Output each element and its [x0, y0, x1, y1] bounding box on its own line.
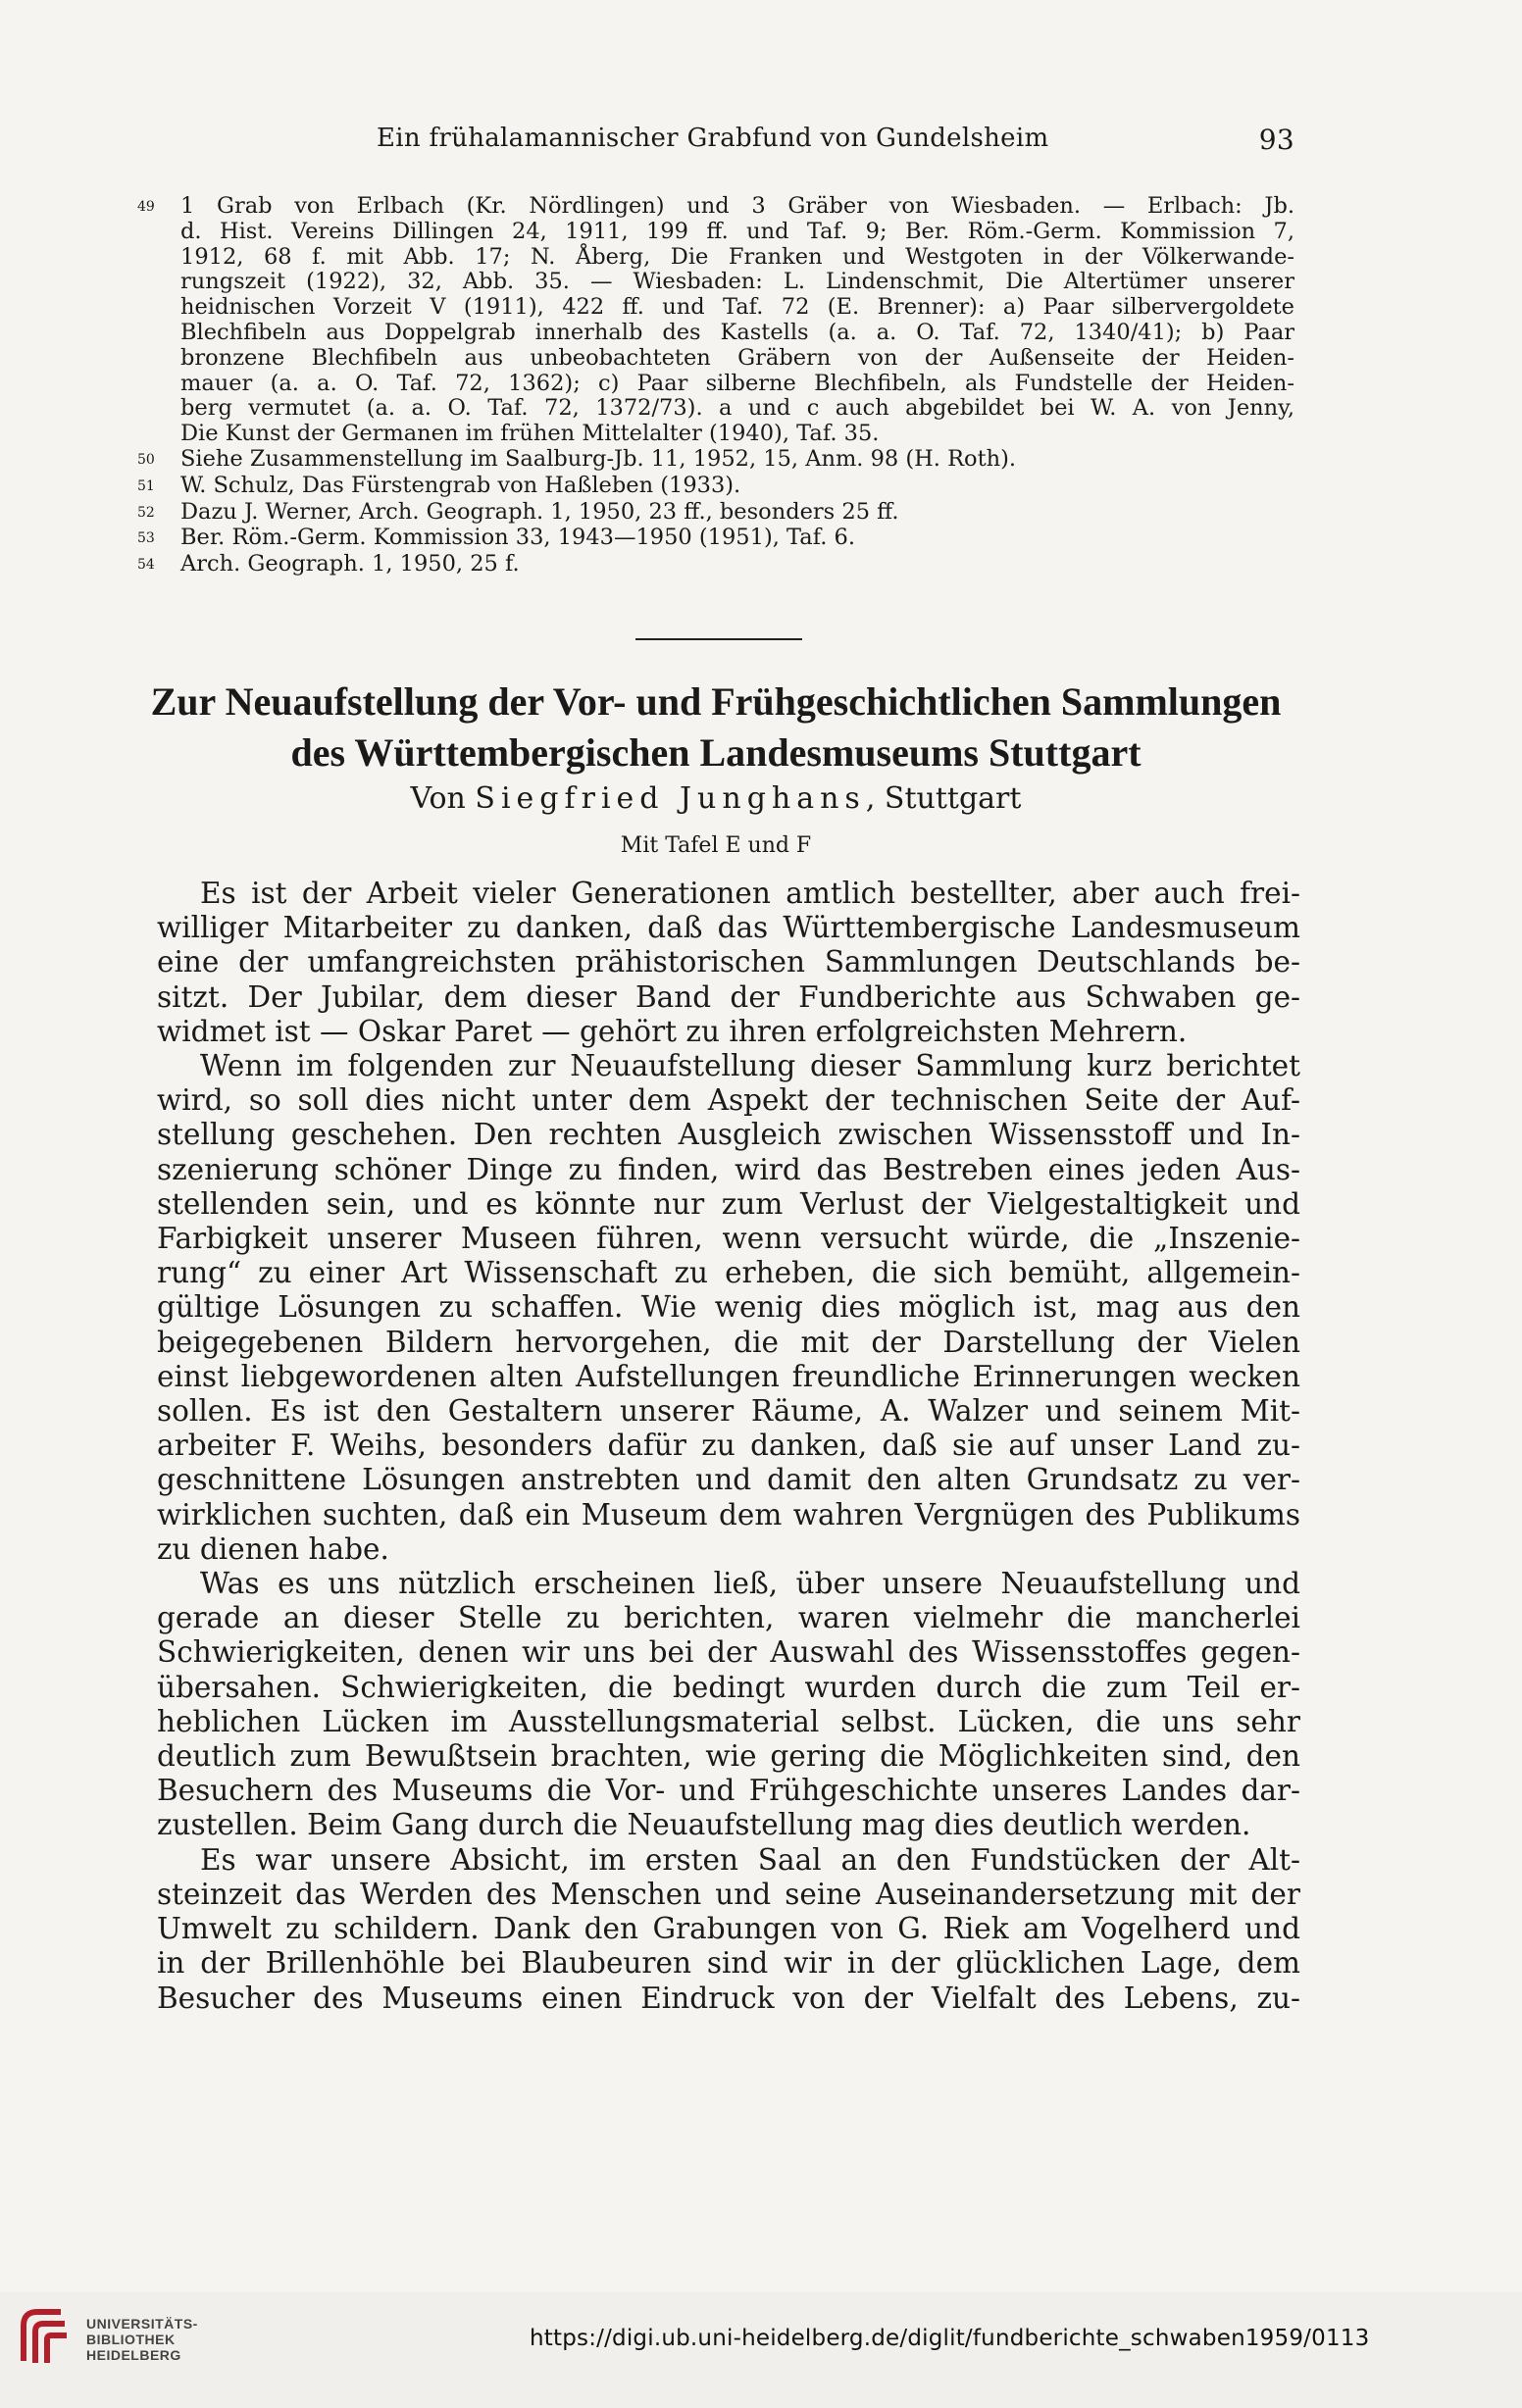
text-line: Wenn im folgenden zur Neuaufstellung dieser Sammlung kurz berichtet — [200, 1049, 1300, 1083]
text-line: Besuchern des Museums die Vor- und Frühgeschichte unseres Landes dar- — [157, 1774, 1300, 1808]
byline-location: , Stuttgart — [865, 781, 1022, 816]
footnote — [137, 552, 1294, 578]
text-line: wirklichen suchten, daß ein Museum dem wahren Vergnügen des Publikums — [157, 1497, 1300, 1531]
byline — [137, 781, 1294, 816]
page-number: 93 — [1258, 124, 1294, 156]
section-divider — [635, 638, 802, 640]
text-line: steinzeit das Werden des Menschen und seine Auseinandersetzung mit der — [157, 1877, 1300, 1911]
permalink-url[interactable]: https://digi.ub.uni-heidelberg.de/diglit/fundberichte_schwaben1959/0113 — [530, 2326, 1370, 2351]
text-line: widmet ist — Oskar Paret — gehört zu ihren erfolgreichsten Mehrern. — [157, 1014, 1188, 1048]
footnote-line: 1912, 68 f. mit Abb. 17; N. Åberg, Die Franken und Westgoten in der Völkerwande- — [180, 243, 1294, 270]
footnote-line: mauer (a. a. O. Taf. 72, 1362); c) Paar silberne Blechfibeln, als Fundstelle der Heiden- — [180, 370, 1294, 396]
footnote-line: Arch. Geograph. 1, 1950, 25 f. — [180, 551, 520, 577]
footnote-line: Die Kunst der Germanen im frühen Mittelalter (1940), Taf. 35. — [180, 421, 880, 447]
footnote-line: Siehe Zusammenstellung im Saalburg-Jb. 11, 1952, 15, Anm. 98 (H. Roth). — [180, 445, 1017, 472]
footnote-number: 52 — [137, 504, 155, 521]
text-line: Farbigkeit unserer Museen führen, wenn versucht würde, die „Inszenie- — [157, 1222, 1300, 1256]
article-body — [157, 877, 1300, 2016]
article-title-line: des Württembergischen Landesmuseums Stuttgart — [290, 730, 1142, 775]
text-line: in der Brillenhöhle bei Blaubeuren sind wir in der glücklichen Lage, dem — [157, 1946, 1300, 1981]
footnote-line: berg vermutet (a. a. O. Taf. 72, 1372/73). a und c auch abgebildet bei W. A. von Jenny, — [180, 395, 1294, 422]
footnote-line: 1 Grab von Erlbach (Kr. Nördlingen) und 3 Gräber von Wiesbaden. — Erlbach: Jb. — [180, 193, 1294, 219]
footnote — [137, 194, 1294, 447]
text-line: Schwierigkeiten, denen wir uns bei der Auswahl des Wissensstoffes gegen- — [157, 1635, 1300, 1670]
footnote-line: bronzene Blechfibeln aus unbeobachteten Gräbern von der Außenseite der Heiden- — [180, 344, 1294, 371]
footnote-line: Ber. Röm.-Germ. Kommission 33, 1943—1950 (1951), Taf. 6. — [180, 525, 855, 551]
text-line: heblichen Lücken im Ausstellungsmaterial selbst. Lücken, die uns sehr — [157, 1704, 1300, 1738]
library-logo-icon — [18, 2306, 71, 2369]
text-line: sollen. Es ist den Gestaltern unserer Räume, A. Walzer und seinem Mit- — [157, 1394, 1300, 1429]
footnote-line: Blechfibeln aus Doppelgrab innerhalb des Kastells (a. a. O. Taf. 72, 1340/41); b) Paar — [180, 319, 1294, 345]
footnote-line: heidnischen Vorzeit V (1911), 422 ff. und Taf. 72 (E. Brenner): a) Paar silbervergoldete — [180, 294, 1294, 321]
footnote — [137, 447, 1294, 474]
text-line: wird, so soll dies nicht unter dem Aspekt der technischen Seite der Auf- — [157, 1083, 1300, 1118]
text-line: szenierung schöner Dinge zu finden, wird das Bestreben eines jeden Aus- — [157, 1152, 1300, 1186]
text-line: zustellen. Beim Gang durch die Neuaufstellung mag dies deutlich werden. — [157, 1808, 1251, 1842]
text-line: Es war unsere Absicht, im ersten Saal an den Fundstücken der Alt- — [200, 1842, 1300, 1877]
running-title: Ein frühalamannischer Grabfund von Gundelsheim — [377, 124, 1049, 153]
footnote-number: 49 — [137, 199, 155, 215]
paragraph — [157, 877, 1300, 1049]
article-title — [137, 677, 1294, 778]
text-line: gerade an dieser Stelle zu berichten, waren vielmehr die mancherlei — [157, 1601, 1300, 1635]
footnote — [137, 500, 1294, 527]
footnote — [137, 474, 1294, 500]
text-line: gültige Lösungen zu schaffen. Wie wenig dies möglich ist, mag aus den — [157, 1290, 1300, 1325]
text-line: eine der umfangreichsten prähistorischen Sammlungen Deutschlands be- — [157, 945, 1300, 979]
footnotes — [137, 194, 1294, 578]
paragraph — [157, 1567, 1300, 1843]
footnote-line: Dazu J. Werner, Arch. Geograph. 1, 1950, 23 ff., besonders 25 ff. — [180, 498, 899, 525]
byline-prefix: Von — [410, 781, 466, 816]
text-line: williger Mitarbeiter zu danken, daß das Württembergische Landesmuseum — [157, 911, 1300, 945]
text-line: Was es uns nützlich erscheinen ließ, über unsere Neuaufstellung und — [200, 1567, 1300, 1601]
text-line: übersahen. Schwierigkeiten, die bedingt wurden durch die zum Teil er- — [157, 1670, 1300, 1704]
text-line: einst liebgewordenen alten Aufstellungen freundliche Erinnerungen wecken — [157, 1359, 1300, 1393]
text-line: Umwelt zu schildern. Dank den Grabungen von G. Riek am Vogelherd und — [157, 1912, 1300, 1946]
text-line: Es ist der Arbeit vieler Generationen amtlich bestellter, aber auch frei- — [200, 877, 1300, 910]
footnote-number: 54 — [137, 557, 155, 574]
text-line: stellenden sein, und es könnte nur zum Verlust der Vielgestaltigkeit und — [157, 1186, 1300, 1221]
plates-note: Mit Tafel E und F — [620, 833, 812, 858]
text-line: rung“ zu einer Art Wissenschaft zu erheben, die sich bemüht, allgemein- — [157, 1256, 1300, 1290]
paragraph — [157, 1843, 1300, 2016]
footnote-number: 50 — [137, 451, 155, 468]
library-name: UNIVERSITÄTS- BIBLIOTHEK HEIDELBERG — [86, 2316, 198, 2363]
footnote-line: d. Hist. Vereins Dillingen 24, 1911, 199 ff. und Taf. 9; Ber. Röm.-Germ. Kommission 7, — [180, 218, 1294, 244]
footnote-number: 51 — [137, 477, 155, 494]
text-line: geschnittene Lösungen anstrebten und damit den alten Grundsatz zu ver- — [157, 1463, 1300, 1497]
author-name: Siegfried Junghans — [475, 781, 866, 816]
text-line: deutlich zum Bewußtsein brachten, wie gering die Möglichkeiten sind, den — [157, 1739, 1300, 1774]
text-line: Besucher des Museums einen Eindruck von der Vielfalt des Lebens, zu- — [157, 1981, 1300, 2015]
text-line: sitzt. Der Jubilar, dem dieser Band der Fundberichte aus Schwaben ge- — [157, 979, 1300, 1014]
text-line: stellung geschehen. Den rechten Ausgleich zwischen Wissensstoff und In- — [157, 1118, 1300, 1152]
footnote-line: W. Schulz, Das Fürstengrab von Haßleben (1933). — [180, 472, 741, 498]
footnote — [137, 526, 1294, 552]
text-line: arbeiter F. Weihs, besonders dafür zu danken, daß sie auf unser Land zu- — [157, 1429, 1300, 1463]
article-title-line: Zur Neuaufstellung der Vor- und Frühgeschichtlichen Sammlungen — [150, 679, 1282, 724]
paragraph — [157, 1049, 1300, 1567]
text-line: beigegebenen Bildern hervorgehen, die mit der Darstellung der Vielen — [157, 1325, 1300, 1359]
text-line: zu dienen habe. — [157, 1531, 389, 1566]
footnote-number: 53 — [137, 530, 155, 547]
footnote-line: rungszeit (1922), 32, Abb. 35. — Wiesbaden: L. Lindenschmit, Die Altertümer unserer — [180, 269, 1294, 295]
